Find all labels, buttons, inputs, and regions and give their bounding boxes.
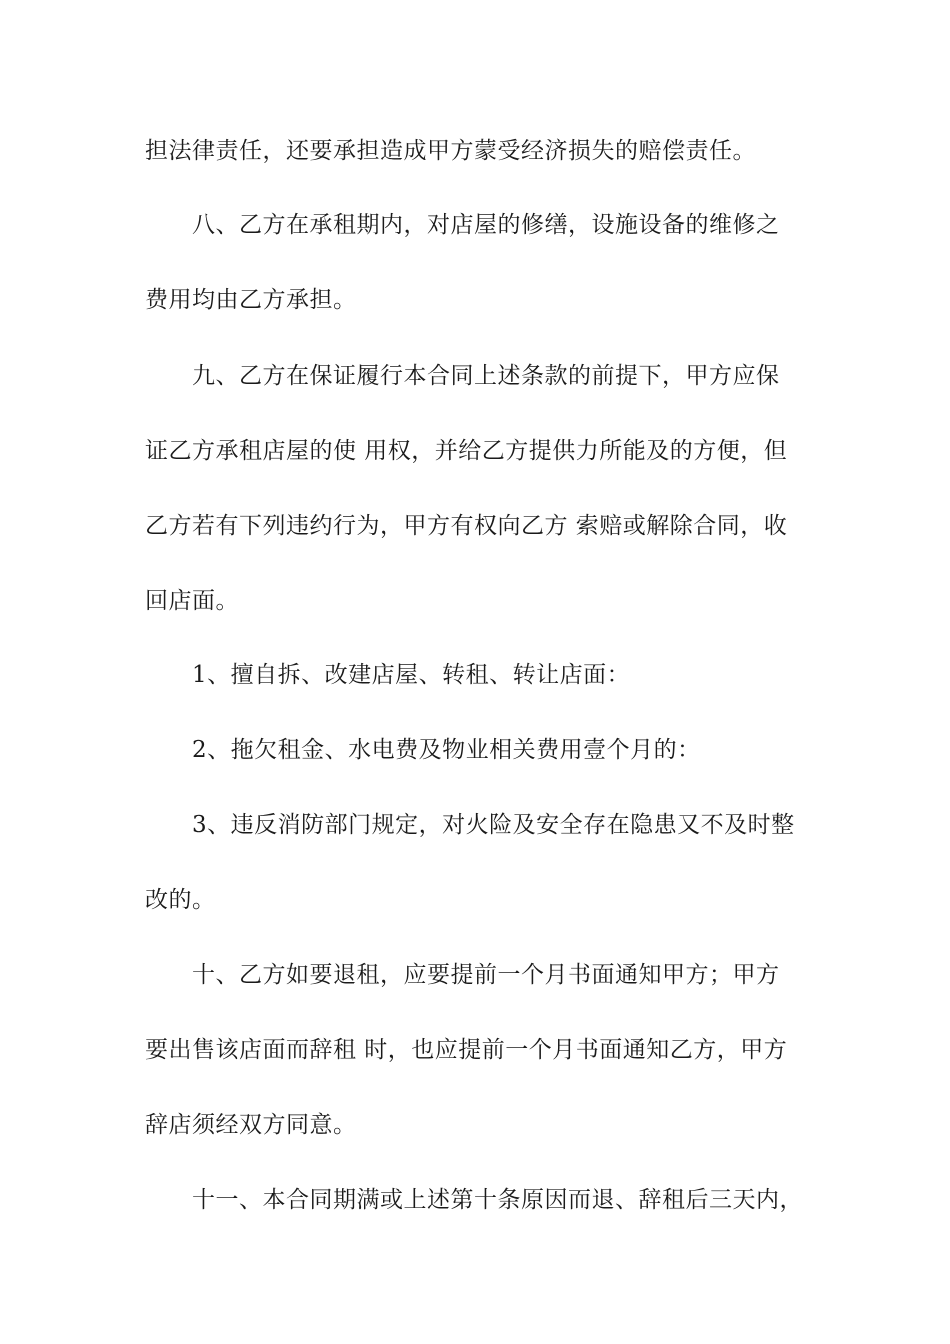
text-line: 辞店须经双方同意。 — [145, 1112, 357, 1138]
text-line: 担法律责任，还要承担造成甲方蒙受经济损失的赔偿责任。 — [145, 138, 756, 164]
text-line: 要出售该店面而辞租 时，也应提前一个月书面通知乙方，甲方 — [145, 1037, 788, 1063]
text-line: 回店面。 — [145, 588, 239, 614]
text-line: 改的。 — [145, 887, 216, 913]
text-line: 十、乙方如要退租，应要提前一个月书面通知甲方；甲方 — [192, 962, 780, 988]
text-line: 八、乙方在承租期内，对店屋的修缮，设施设备的维修之 — [192, 212, 780, 238]
text-line: 3、违反消防部门规定，对火险及安全存在隐患又不及时整 — [192, 812, 795, 838]
text-line: 证乙方承租店屋的使 用权，并给乙方提供力所能及的方便，但 — [145, 438, 788, 464]
text-line: 费用均由乙方承担。 — [145, 287, 357, 313]
text-line: 1、擅自拆、改建店屋、转租、转让店面： — [192, 662, 631, 688]
text-line: 乙方若有下列违约行为，甲方有权向乙方 索赔或解除合同，收 — [145, 513, 788, 539]
text-line: 十一、本合同期满或上述第十条原因而退、辞租后三天内， — [192, 1187, 803, 1213]
text-line: 九、乙方在保证履行本合同上述条款的前提下，甲方应保 — [192, 363, 780, 389]
text-line: 2、拖欠租金、水电费及物业相关费用壹个月的： — [192, 737, 701, 763]
